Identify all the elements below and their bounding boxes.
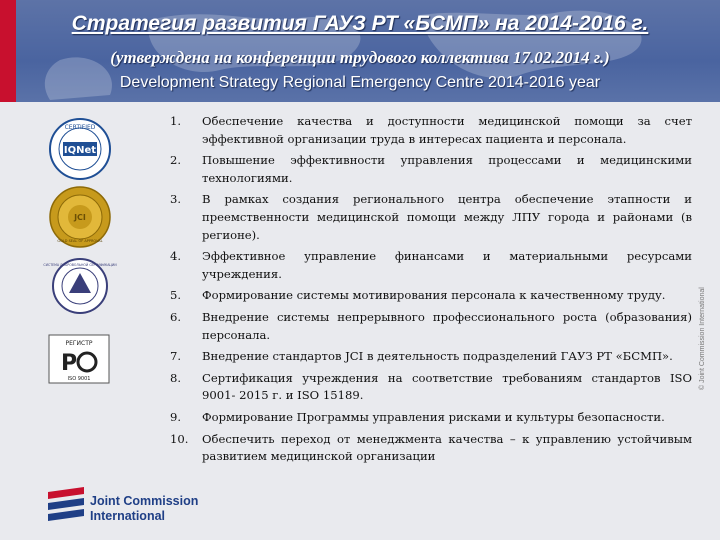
rst-bottom-text: ISO 9001	[67, 376, 91, 382]
list-item-number: 5.	[170, 288, 182, 303]
list-item	[168, 348, 692, 366]
list-item-text: Внедрение системы непрерывного профессионального роста (образования) персонала.	[202, 309, 692, 342]
register-rst-logo	[47, 333, 111, 385]
list-item-number: 3.	[170, 192, 182, 207]
page-subtitle: (утверждена на конференции трудового коллектива 17.02.2014 г.)	[110, 48, 610, 67]
list-item	[168, 248, 692, 283]
list-item	[168, 287, 692, 305]
list-item	[168, 309, 692, 344]
list-item-text: В рамках создания регионального центра обеспечение этапности и преемственности медицинской помощи между ЛПУ города и районами (в регионе).	[202, 192, 692, 242]
gold-seal-logo	[49, 186, 111, 248]
iqnet-text: IQNet	[63, 145, 97, 156]
jci-wordmark	[90, 494, 198, 524]
list-item-text: Обеспечить переход от менеджмента качества – к управлению устойчивым развитием медицинской организации	[202, 431, 692, 464]
list-item-text: Внедрение стандартов JCI в деятельность подразделений ГАУЗ РТ «БСМП».	[202, 349, 673, 364]
header-banner	[0, 0, 720, 102]
list-item-number: 10.	[170, 431, 189, 446]
list-item-number: 7.	[170, 349, 182, 364]
list-item-text: Сертификация учреждения на соответствие требованиям стандартов ISO 9001- 2015 г. и ISO 15189.	[202, 370, 692, 403]
jci-line1: Joint Commission	[90, 494, 199, 508]
list-item-text: Эффективное управление финансами и материальными ресурсами учреждения.	[202, 249, 692, 281]
list-item-number: 9.	[170, 409, 182, 424]
voluntary-certification-logo	[43, 257, 117, 315]
list-item-number: 6.	[170, 309, 182, 324]
iqnet-certified-logo	[49, 118, 111, 180]
list-item-text: Формирование Программы управления рисками и культуры безопасности.	[202, 409, 665, 424]
list-item	[168, 370, 692, 405]
seal-ring-text: GOLD SEAL OF APPROVAL	[57, 239, 103, 243]
page-title: Стратегия развития ГАУЗ РТ «БСМП» на 2014-2016 г.	[71, 12, 649, 35]
list-item	[168, 431, 692, 466]
list-item-number: 1.	[170, 114, 182, 128]
list-item-text: Обеспечение качества и доступности медицинской помощи за счет эффективной организации труда в интересах пациента и персонала.	[202, 114, 692, 146]
list-item	[168, 152, 692, 187]
jci-logo-icon	[48, 490, 86, 524]
list-item-number: 8.	[170, 370, 182, 385]
list-item-number: 2.	[170, 153, 182, 168]
seal-center-text: JCI	[74, 213, 86, 222]
iqnet-ring-text: CERTIFIED	[64, 124, 96, 131]
list-item	[168, 409, 692, 427]
list-item	[168, 113, 692, 148]
rst-top-text: РЕГИСТР	[65, 340, 93, 347]
list-item	[168, 191, 692, 244]
list-item-text: Формирование системы мотивирования персонала к качественному труду.	[202, 288, 666, 303]
register-ring-text: СИСТЕМА ДОБРОВОЛЬНОЙ СЕРТИФИКАЦИИ	[43, 263, 117, 267]
list-item-text: Повышение эффективности управления процессами и медицинскими технологиями.	[202, 153, 692, 185]
list-item-number: 4.	[170, 249, 182, 264]
strategy-list	[168, 113, 692, 470]
english-title: Development Strategy Regional Emergency Centre 2014-2016 year	[119, 74, 601, 91]
jci-line2: International	[90, 509, 166, 523]
copyright-note: © Joint Commission International	[699, 287, 706, 390]
svg-text:P: P	[60, 351, 78, 376]
